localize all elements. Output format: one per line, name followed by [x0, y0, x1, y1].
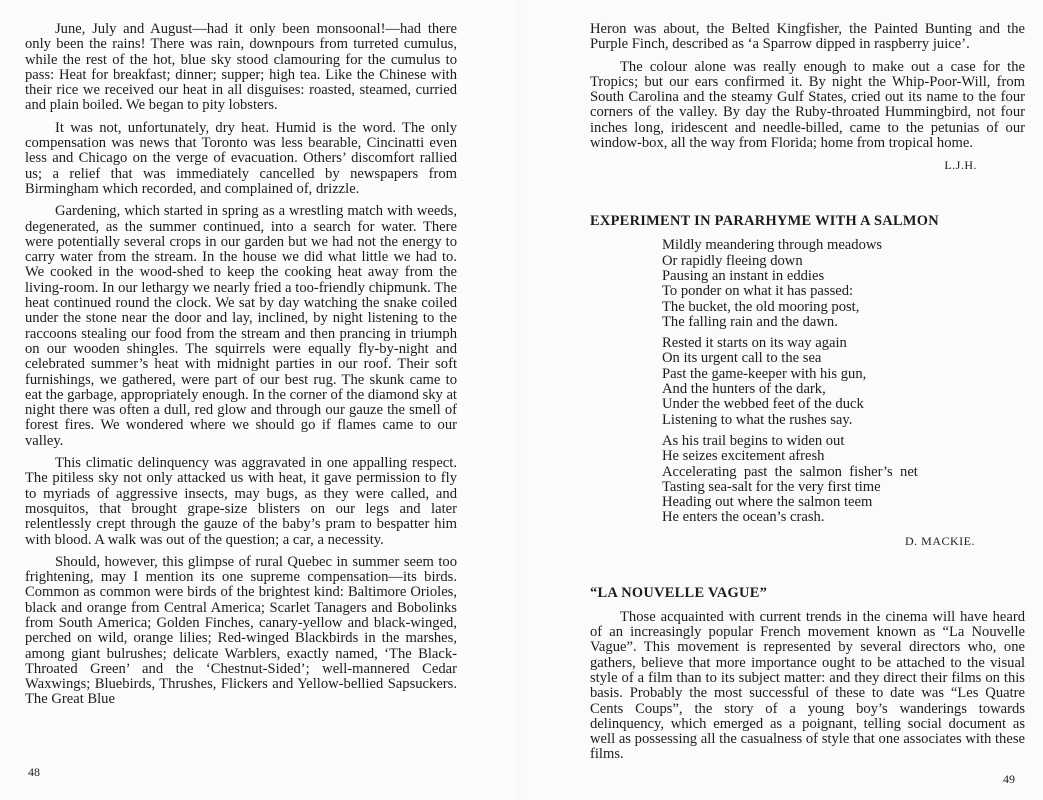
signature-ljh: L.J.H. — [944, 158, 977, 173]
poem-line: Accelerating past the salmon fisher’s net — [662, 463, 918, 480]
poem-line: He seizes excitement afresh — [662, 448, 825, 465]
paragraph-insects: This climatic delinquency was aggravated in one appalling respect. The pitiless sky not only attacked us with heat, it gave permission to fly to myriads of aggressive insects, may bugs, as they were called, and mosquitos, that brought grape-size blisters on our legs and later relentlessly crept through the gauze of the baby’s pram to bespatter him with blood. A walk was out of the question; a car, a necessity. — [25, 455, 457, 548]
poem-line: Heading out where the salmon teem — [662, 494, 873, 511]
paragraph-gardening: Gardening, which started in spring as a wrestling match with weeds, degenerated, as the summer continued, into a search for water. There were potentially several crops in our garden but we had not the energy to carry water from the stream. In the house we did what little we had to. We cooked in the wood-shed to keep the cooking heat away from the living-room. In our lethargy we nearly fried a too-friendly chipmunk. The heat continued round the clock. We sat by day watching the snake coiled under the stone near the door and lay, inclined, by night listening to the raccoons stealing our food from the stream and then prancing in triumph on our wooden shingles. The squirrels were equally fly-by-night and celebrated summer’s heat with midnight parties in our roof. Their soft furnishings, we gathered, were part of our best rug. The skunk came to eat the garbage, appropriately enough. In the corner of the diamond sky at night there was often a dull, red glow and through our gauze the smell of forest fires. We wondered where we should go if flames came to our valley. — [25, 203, 457, 449]
signature-mackie: D. MACKIE. — [905, 533, 975, 548]
poem-line: Under the webbed feet of the duck — [662, 396, 864, 413]
poem-line: The bucket, the old mooring post, — [662, 298, 860, 315]
poem-title: EXPERIMENT IN PARARHYME WITH A SALMON — [590, 213, 939, 230]
poem-stanza-3 — [662, 434, 1025, 526]
poem-line: To ponder on what it has passed: — [662, 283, 854, 300]
paragraph-monsoon: June, July and August—had it only been monsoonal!—had there only been the rains! There was rain, downpours from turreted cumulus, while the rest of the hot, blue sky stood clamouring for the cumulus to pass: Heat for breakfast; dinner; supper; high tea. Like the Chinese with their rice we received our heat in all disguises: roasted, steamed, curried and plain boiled. We began to pity lobsters. — [25, 21, 457, 114]
poem-line: Rested it starts on its way again — [662, 335, 847, 352]
poem-line: Mildly meandering through meadows — [662, 237, 883, 254]
poem-line: As his trail begins to widen out — [662, 432, 845, 449]
paragraph-nouvelle-vague: Those acquainted with current trends in the cinema will have heard of an increasingly popular French movement known as “La Nouvelle Vague”. This movement is represented by several directors who, one gathers, believe that more importance ought to be attached to the visual style of a film than to its subject matter: and they direct their films on this basis. Probably the most successful of these to date was “Les Quatre Cents Coups”, the story of a young boy’s wanderings towards delinquency, which emerged as a poignant, telling social document as well as possessing all the casualness of style that one associates with these films. — [590, 608, 1025, 763]
paragraph-heron: Heron was about, the Belted Kingfisher, the Painted Bunting and the Purple Finch, described as ‘a Sparrow dipped in raspberry juice’. — [590, 21, 1025, 53]
paragraph-birds: Should, however, this glimpse of rural Quebec in summer seem too frightening, may I mention its one supreme compensation—its birds. Common as common were birds of the brightest kind: Baltimore Orioles, black and orange from Central America; Scarlet Tanagers and Bobolinks from South America; Golden Finches, canary-yellow and black-winged, perched on wild, orange lilies; Red-winged Blackbirds in the marshes, among giant bulrushes; delicate Warblers, exactly named, ‘The Black-Throated Green’ and the ‘Chestnut-Sided’; well-mannered Cedar Waxwings; Bluebirds, Thrushes, Flickers and Yellow-bellied Sapsuckers. The Great Blue — [25, 553, 457, 708]
poem-line: Pausing an instant in eddies — [662, 267, 825, 284]
poem-line: On its urgent call to the sea — [662, 350, 822, 367]
right-page-text-column — [590, 22, 1025, 770]
poem-stanza-2 — [662, 336, 1025, 428]
poem-line: Past the game-keeper with his gun, — [662, 365, 867, 382]
left-page — [0, 0, 521, 800]
poem-body — [662, 238, 1025, 525]
paragraph-humid: It was not, unfortunately, dry heat. Humid is the word. The only compensation was news that Toronto was less bearable, Cincinatti even less and Chicago on the verge of evacuation. Others’ discomfort rallied us; a relief that was immediately cancelled by newspapers from Birmingham which recorded, and complained of, drizzle. — [25, 119, 457, 197]
left-page-text-column — [25, 22, 457, 715]
article-title: “LA NOUVELLE VAGUE” — [590, 584, 768, 601]
poem-stanza-1 — [662, 238, 1025, 330]
page-number-right: 49 — [1003, 772, 1015, 786]
page-number-left: 48 — [28, 765, 40, 779]
paragraph-colour: The colour alone was really enough to make out a case for the Tropics; but our ears confirmed it. By night the Whip-Poor-Will, from South Carolina and the steamy Gulf States, cried out its name to the four corners of the valley. By day the Ruby-throated Hummingbird, not four inches long, iridescent and needle-billed, came to the petunias of our window-box, all the way from Florida; home from tropical home. — [590, 58, 1025, 152]
poem-line: Or rapidly fleeing down — [662, 252, 803, 269]
poem-line: The falling rain and the dawn. — [662, 313, 838, 330]
poem-line: And the hunters of the dark, — [662, 381, 826, 398]
poem-line: He enters the ocean’s crash. — [662, 509, 825, 526]
poem-line: Listening to what the rushes say. — [662, 411, 853, 428]
poem-line: Tasting sea-salt for the very first time — [662, 478, 881, 495]
